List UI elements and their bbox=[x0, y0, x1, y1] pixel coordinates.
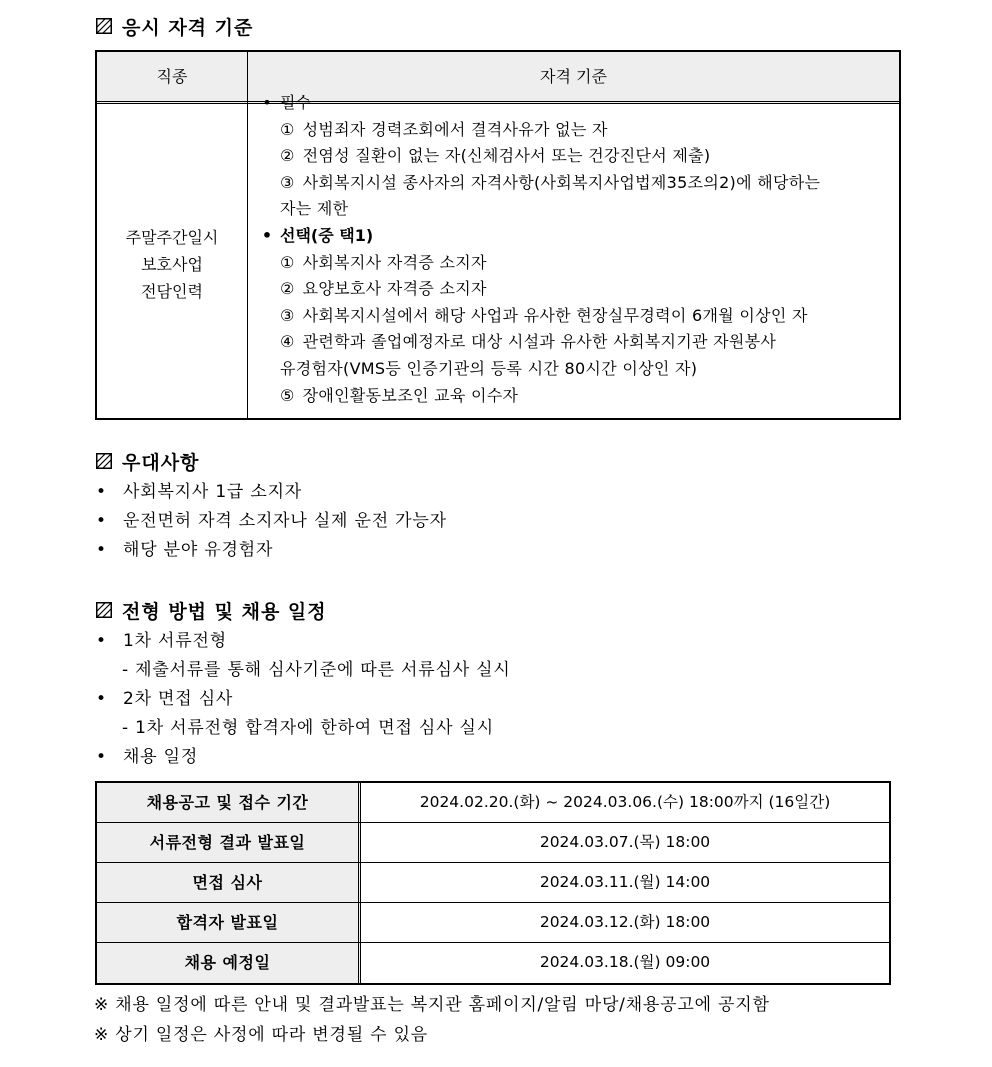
item-text: 사회복지시설에서 해당 사업과 유사한 현장실무경력이 6개월 이상인 자 bbox=[302, 305, 808, 325]
item-number: ① bbox=[280, 119, 295, 139]
item-text: 전염성 질환이 없는 자(신체검사서 또는 건강진단서 제출) bbox=[302, 146, 711, 166]
hatched-square-icon bbox=[96, 18, 112, 34]
required-item bbox=[254, 170, 893, 197]
item-text: 장애인활동보조인 교육 이수자 bbox=[302, 385, 519, 405]
job-line: 전담인력 bbox=[141, 282, 203, 301]
item-number: ② bbox=[280, 146, 295, 166]
optional-item bbox=[254, 383, 893, 410]
item-text: 관련학과 졸업예정자로 대상 시설과 유사한 사회복지기관 자원봉사 bbox=[302, 332, 777, 352]
column-header-job: 직종 bbox=[156, 67, 188, 86]
required-item-continued: 자는 제한 bbox=[280, 199, 349, 219]
item-text: 사회복지사 자격증 소지자 bbox=[302, 252, 487, 272]
list-item bbox=[96, 507, 447, 536]
table-row bbox=[97, 783, 889, 823]
step-detail: - 1차 서류전형 합격자에 한하여 면접 심사 실시 bbox=[122, 718, 494, 738]
section-heading-preferences bbox=[96, 448, 199, 474]
bullet-icon: • bbox=[262, 93, 272, 112]
list-item-text: 사회복지사 1급 소지자 bbox=[123, 482, 303, 502]
schedule-row-label: 서류전형 결과 발표일 bbox=[97, 823, 361, 862]
optional-item bbox=[254, 329, 893, 356]
job-line: 보호사업 bbox=[141, 255, 203, 274]
schedule-row-label: 채용공고 및 접수 기간 bbox=[97, 783, 361, 822]
item-text: 사회복지시설 종사자의 자격사항(사회복지사업법제35조의2)에 해당하는 bbox=[302, 172, 821, 192]
list-item bbox=[96, 685, 511, 714]
required-group bbox=[254, 90, 893, 117]
job-cell bbox=[97, 224, 247, 305]
schedule-row-value: 2024.03.12.(화) 18:00 bbox=[539, 913, 711, 931]
item-number: ⑤ bbox=[280, 385, 295, 405]
required-item bbox=[254, 143, 893, 170]
schedule-row-value: 2024.03.07.(목) 18:00 bbox=[539, 833, 711, 851]
schedule-notes bbox=[94, 990, 770, 1050]
optional-item-continued: 유경험자(VMS등 인증기관의 등록 시간 80시간 이상인 자) bbox=[280, 358, 698, 378]
item-number: ④ bbox=[280, 332, 295, 352]
qualification-table bbox=[95, 50, 901, 420]
section-title: 우대사항 bbox=[122, 451, 200, 474]
schedule-row-label: 합격자 발표일 bbox=[97, 903, 361, 942]
column-header-criteria: 자격 기준 bbox=[540, 67, 607, 86]
job-line: 주말주간일시 bbox=[125, 228, 219, 247]
step-detail: - 제출서류를 통해 심사기준에 따른 서류심사 실시 bbox=[122, 660, 511, 680]
schedule-label: 채용 일정 bbox=[123, 747, 199, 767]
item-number: ① bbox=[280, 252, 295, 272]
table-row bbox=[97, 943, 889, 983]
required-item bbox=[254, 117, 893, 144]
schedule-table bbox=[95, 781, 891, 985]
step-label: 1차 서류전형 bbox=[123, 631, 227, 651]
bullet-icon: • bbox=[96, 482, 107, 502]
required-label: 필수 bbox=[280, 93, 311, 112]
optional-item bbox=[254, 250, 893, 277]
bullet-icon: • bbox=[96, 631, 107, 651]
schedule-row-label: 채용 예정일 bbox=[97, 943, 361, 983]
section-title: 전형 방법 및 채용 일정 bbox=[122, 600, 327, 623]
section-title: 응시 자격 기준 bbox=[122, 16, 254, 39]
bullet-icon: • bbox=[261, 225, 273, 245]
list-item bbox=[96, 743, 511, 772]
bullet-icon: • bbox=[96, 511, 107, 531]
step-label: 2차 면접 심사 bbox=[123, 689, 234, 709]
note-line: ※ 상기 일정은 사정에 따라 변경될 수 있음 bbox=[94, 1025, 429, 1045]
bullet-icon: • bbox=[96, 540, 107, 560]
section-heading-qualifications bbox=[96, 13, 253, 39]
note-line: ※ 채용 일정에 따른 안내 및 결과발표는 복지관 홈페이지/알림 마당/채용공고에 공지함 bbox=[94, 995, 770, 1015]
optional-label: 선택(중 택1) bbox=[280, 225, 374, 245]
optional-item bbox=[254, 303, 893, 330]
list-item-text: 운전면허 자격 소지자나 실제 운전 가능자 bbox=[123, 511, 447, 531]
item-number: ③ bbox=[280, 305, 295, 325]
schedule-row-label: 면접 심사 bbox=[97, 863, 361, 902]
schedule-row-value: 2024.03.11.(월) 14:00 bbox=[539, 873, 711, 891]
list-item bbox=[96, 627, 511, 656]
item-text: 요양보호사 자격증 소지자 bbox=[302, 279, 487, 299]
section-heading-process bbox=[96, 597, 327, 623]
column-divider bbox=[247, 52, 248, 418]
list-item bbox=[96, 478, 447, 507]
schedule-row-value: 2024.02.20.(화) ~ 2024.03.06.(수) 18:00까지 (16일간) bbox=[419, 793, 831, 811]
optional-group bbox=[254, 223, 893, 250]
bullet-icon: • bbox=[96, 689, 107, 709]
table-row bbox=[97, 903, 889, 943]
item-number: ② bbox=[280, 279, 295, 299]
preference-list bbox=[96, 478, 447, 565]
optional-item bbox=[254, 276, 893, 303]
item-text: 성범죄자 경력조회에서 결격사유가 없는 자 bbox=[302, 119, 608, 139]
bullet-icon: • bbox=[96, 747, 107, 767]
table-row bbox=[97, 863, 889, 903]
list-item-text: 해당 분야 유경험자 bbox=[123, 540, 274, 560]
table-row bbox=[97, 823, 889, 863]
item-number: ③ bbox=[280, 172, 295, 192]
hatched-square-icon bbox=[96, 602, 112, 618]
criteria-cell bbox=[254, 93, 893, 418]
hatched-square-icon bbox=[96, 453, 112, 469]
process-list bbox=[96, 627, 511, 772]
list-item bbox=[96, 536, 447, 565]
schedule-row-value: 2024.03.18.(월) 09:00 bbox=[539, 953, 711, 971]
